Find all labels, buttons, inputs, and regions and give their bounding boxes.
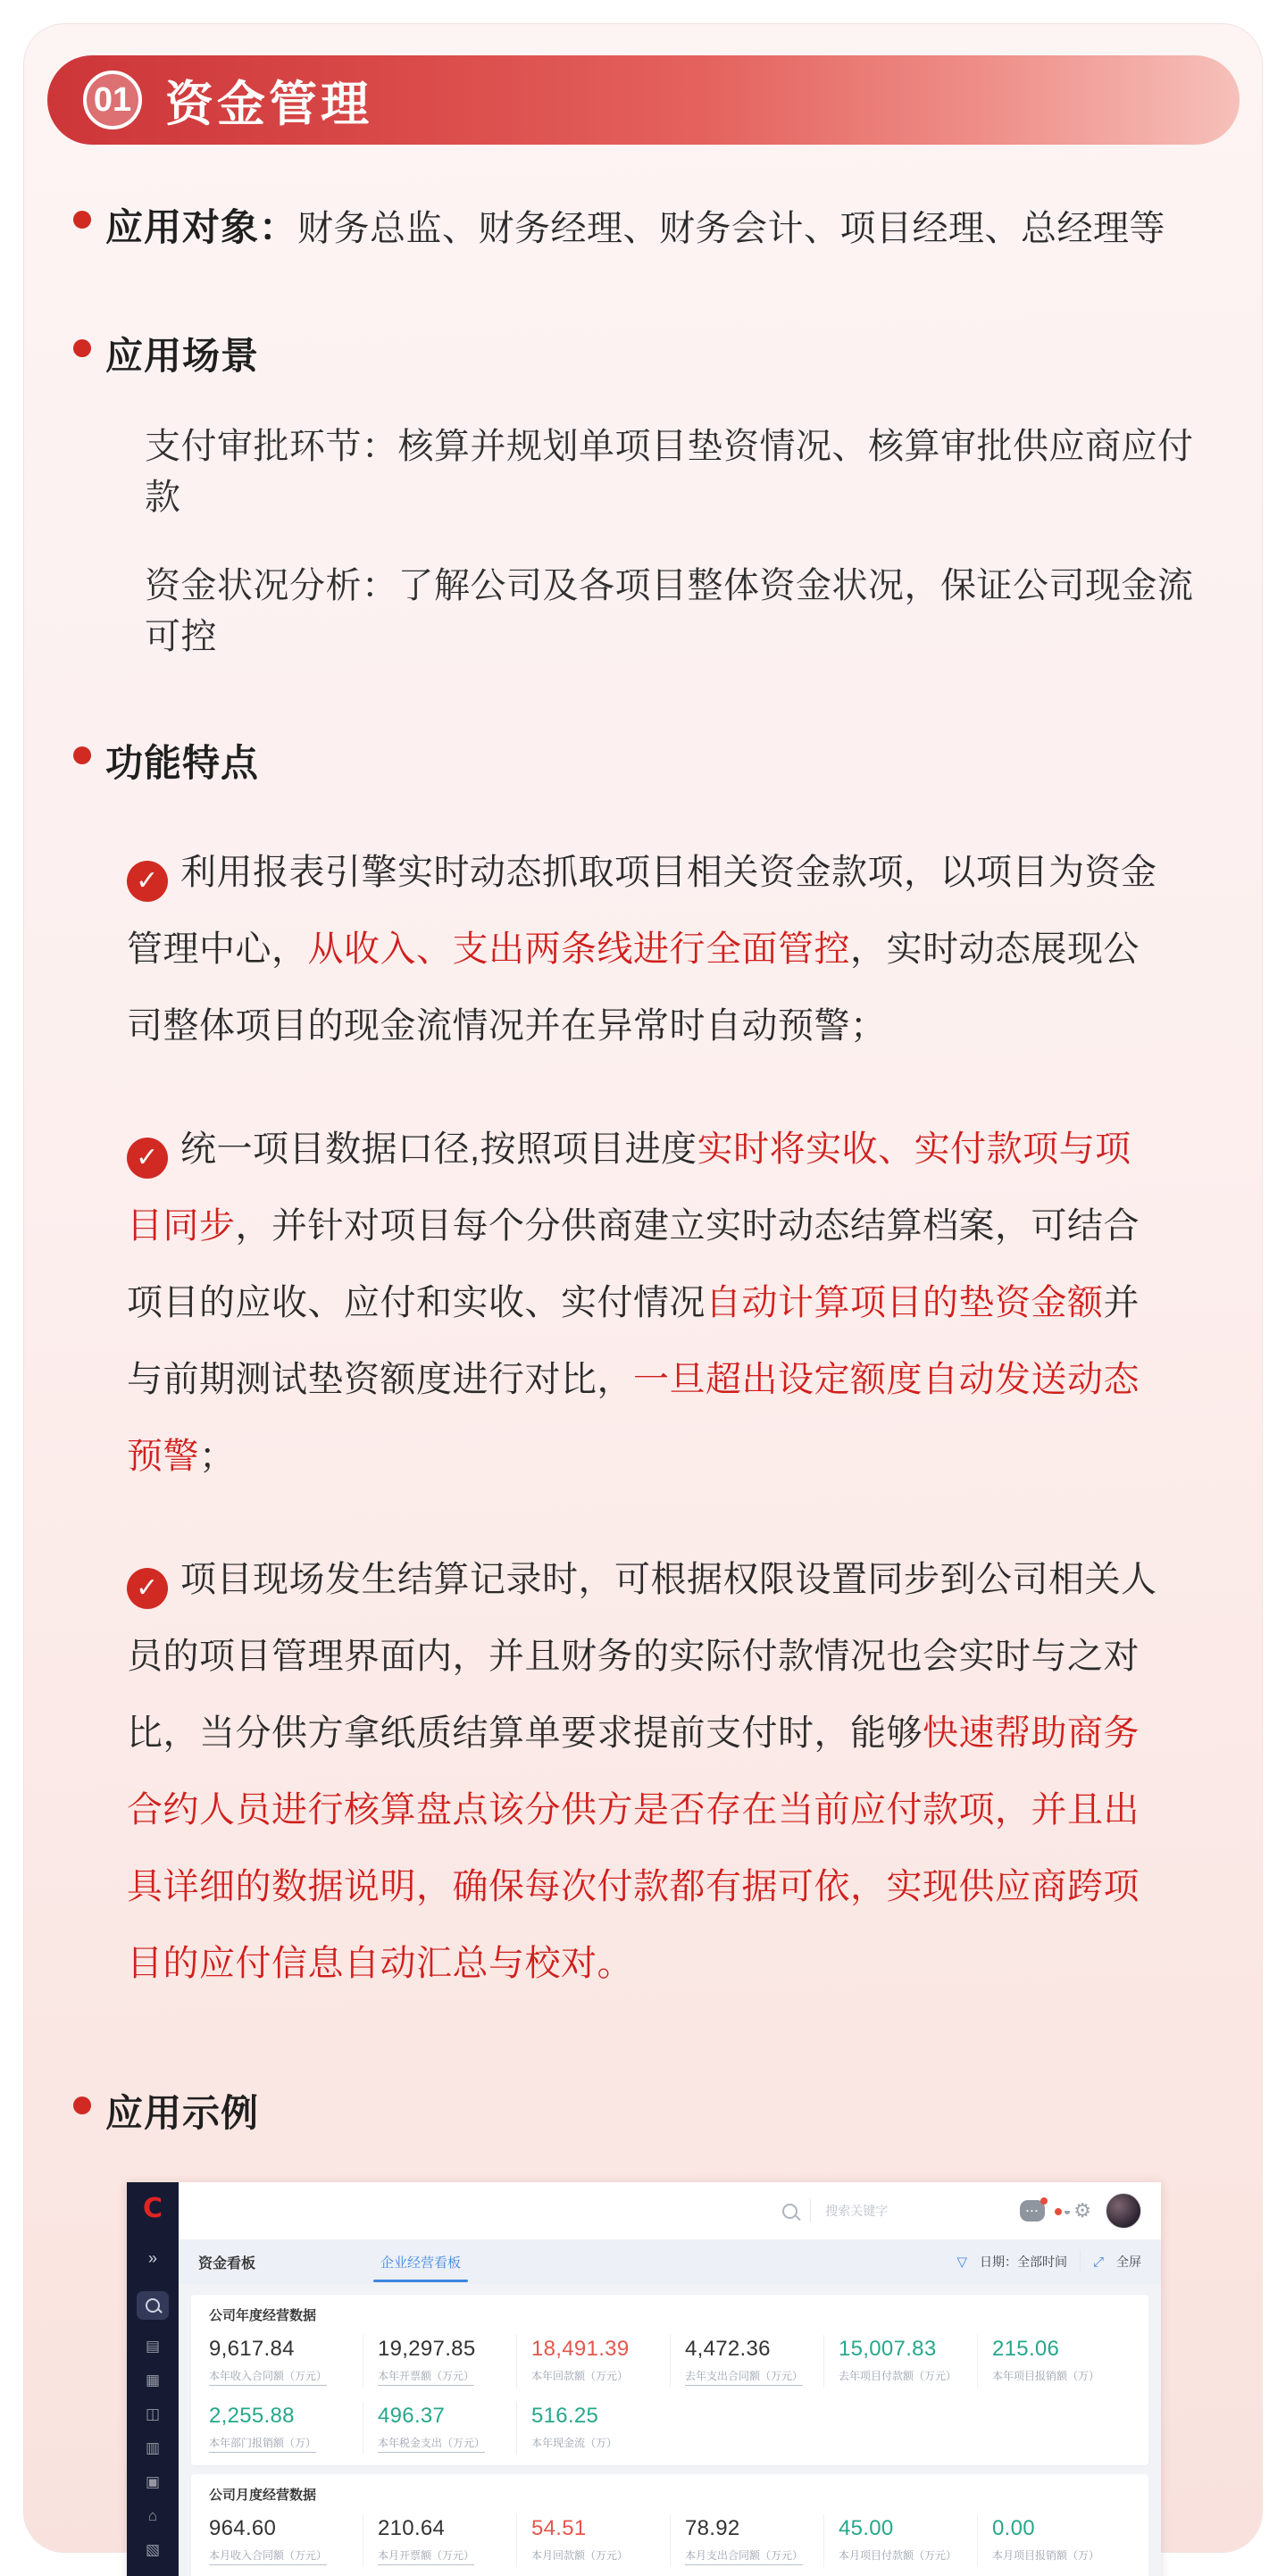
notification-badge <box>1055 2208 1062 2215</box>
fullscreen-button[interactable]: 全屏 <box>1116 2255 1141 2269</box>
stat <box>516 2514 670 2567</box>
divider <box>1080 2250 1081 2273</box>
fullscreen-icon: ⤢ <box>1092 2254 1104 2270</box>
board-toolbar <box>179 2239 1161 2284</box>
dashboard-screenshot <box>127 2182 1161 2576</box>
home-icon[interactable]: ⌂ <box>147 2507 158 2524</box>
stat-value: 0.00 <box>992 2516 1035 2540</box>
bullet-dot <box>73 746 91 764</box>
sidebar-nav-icons <box>146 2320 160 2576</box>
org-icon[interactable]: ▤ <box>145 2338 161 2355</box>
stat <box>516 2402 670 2455</box>
stat-value: 15,007.83 <box>839 2337 937 2361</box>
scenario-line: 支付审批环节：核算并规划单项目垫资情况、核算审批供应商应付款 <box>145 427 1194 517</box>
messages-button[interactable] <box>1020 2200 1045 2222</box>
monthly-data-card <box>191 2474 1148 2576</box>
date-filter[interactable]: 日期：全部时间 <box>979 2255 1067 2269</box>
approval-icon[interactable]: ▦ <box>145 2372 161 2388</box>
stat <box>823 2335 977 2388</box>
feature-text: 并与前期测试垫资额度进行对比， <box>127 1283 1140 1399</box>
stat <box>209 2514 363 2567</box>
feature-paragraph <box>127 1541 1167 2002</box>
stat <box>516 2335 670 2388</box>
feature-text: ，并针对项目每个分供商建立实时动态结算档案，可结合项目的应收、应付和实收、实付情况 <box>127 1206 1140 1322</box>
stat-label[interactable]: 本月开票额（万元） <box>378 2547 474 2565</box>
section-banner <box>47 55 1240 145</box>
stat-value: 964.60 <box>209 2516 277 2540</box>
stat-value: 4,472.36 <box>685 2337 771 2361</box>
stat-label[interactable]: 本年税金支出（万元） <box>378 2435 485 2453</box>
stat-value: 54.51 <box>531 2516 587 2540</box>
section-number-badge: 01 <box>83 71 142 129</box>
stat-value: 215.06 <box>992 2337 1060 2361</box>
stat <box>209 2402 363 2455</box>
monthly-stats-row1 <box>209 2514 1131 2567</box>
check-icon: ✓ <box>127 1568 168 1609</box>
example-section <box>105 2084 1227 2576</box>
example-heading: 应用示例 <box>105 2092 260 2134</box>
annual-data-card <box>191 2295 1148 2465</box>
app-logo: C <box>142 2193 163 2224</box>
stat-value: 18,491.39 <box>531 2337 630 2361</box>
dashboard-content <box>179 2284 1161 2576</box>
stat <box>823 2514 977 2567</box>
stat-value: 78.92 <box>685 2516 740 2540</box>
search-input[interactable] <box>823 2203 943 2219</box>
annual-stats-row2 <box>209 2402 1131 2455</box>
contacts-icon[interactable]: ◫ <box>145 2405 161 2422</box>
target-heading: 应用对象： <box>105 206 298 248</box>
target-section <box>105 198 1227 252</box>
target-text: 财务总监、财务经理、财务会计、项目经理、总经理等 <box>297 209 1166 248</box>
monthly-card-title: 公司月度经营数据 <box>209 2488 317 2503</box>
stat <box>363 2514 516 2567</box>
stat-label[interactable]: 去年支出合同额（万元） <box>685 2368 803 2386</box>
asset-icon[interactable]: ▧ <box>145 2541 161 2558</box>
bullet-dot <box>73 339 91 357</box>
annual-stats-row1 <box>209 2335 1131 2388</box>
stat-label[interactable]: 本年开票额（万元） <box>378 2368 474 2386</box>
stat-value: 496.37 <box>378 2404 446 2428</box>
stat-label: 本年项目报销额（万） <box>992 2370 1100 2382</box>
pink-card <box>23 23 1263 2562</box>
feature-text: 从收入、支出两条线进行全面管控 <box>307 930 850 969</box>
stat-value: 19,297.85 <box>378 2337 476 2361</box>
feature-text: 统一项目数据口径,按照项目进度 <box>180 1130 697 1169</box>
stat-label[interactable]: 本年部门报销额（万） <box>209 2435 316 2453</box>
stat-label: 本年现金流（万） <box>531 2437 618 2449</box>
feature-paragraph <box>127 834 1167 1064</box>
features-list <box>127 834 1167 2002</box>
feature-text: ； <box>199 1437 236 1476</box>
stat-label: 本月项目付款额（万元） <box>839 2549 957 2562</box>
notification-badge <box>1040 2197 1048 2205</box>
stat <box>209 2335 363 2388</box>
stat <box>363 2402 516 2455</box>
stat <box>363 2335 516 2388</box>
stat-label[interactable]: 本年收入合同额（万元） <box>209 2368 327 2386</box>
annual-card-title: 公司年度经营数据 <box>209 2308 317 2323</box>
tab-enterprise-board[interactable]: 企业经营看板 <box>380 2253 461 2282</box>
features-heading: 功能特点 <box>105 742 260 784</box>
stat-value: 2,255.88 <box>209 2404 295 2428</box>
page-title: 资金管理 <box>165 77 372 131</box>
stat-value: 210.64 <box>378 2516 446 2540</box>
report-icon[interactable]: ▥ <box>145 2439 161 2456</box>
feature-text: ，实时动态展现公司整体项目的现金流情况并在异常时自动预警； <box>127 930 1140 1046</box>
sidebar-collapse-icon[interactable]: » <box>147 2249 157 2267</box>
board-title: 资金看板 <box>198 2255 256 2272</box>
stat-label: 去年项目付款额（万元） <box>839 2370 957 2382</box>
feature-text: 实时将实收、实付款项与项目同步 <box>127 1130 1132 1246</box>
project-icon[interactable]: ▣ <box>145 2473 161 2490</box>
dashboard-sidebar <box>127 2182 179 2576</box>
feature-text: 项目现场发生结算记录时，可根据权限设置同步到公司相关人员的项目管理界面内，并且财务的实际付款情况也会实时与之对比，当分供方拿纸质结算单要求提前支付时，能够 <box>127 1560 1157 1753</box>
stat-value: 516.25 <box>531 2404 599 2428</box>
check-icon: ✓ <box>127 1138 168 1179</box>
stat-label: 本年回款额（万元） <box>531 2370 629 2382</box>
feature-text: 快速帮助商务合约人员进行核算盘点该分供方是否存在当前应付款项，并且出具详细的数据说明，确保每次付款都有据可依，实现供应商跨项目的应付信息自动汇总与校对。 <box>127 1713 1140 1983</box>
message-icon: ··· <box>1020 2200 1045 2222</box>
search-icon <box>782 2204 797 2219</box>
search-icon <box>146 2298 160 2313</box>
feature-paragraph <box>127 1111 1167 1495</box>
scenario-heading: 应用场景 <box>105 335 260 377</box>
stat <box>977 2514 1131 2567</box>
scenario-section <box>105 327 1227 659</box>
stat-label: 本月回款额（万元） <box>531 2549 629 2562</box>
dashboard-topbar <box>179 2182 1161 2239</box>
sidebar-search-item[interactable] <box>137 2291 169 2320</box>
user-avatar[interactable] <box>1106 2193 1141 2229</box>
stat-label[interactable]: 本月支出合同额（万元） <box>685 2547 803 2565</box>
stat-value: 9,617.84 <box>209 2337 295 2361</box>
bullet-dot <box>73 2097 91 2114</box>
dashboard-main <box>179 2182 1161 2576</box>
feature-text: 一旦超出设定额度自动发送动态预警 <box>127 1360 1140 1476</box>
stat-label: 本月项目报销额（万） <box>992 2549 1100 2562</box>
stat <box>670 2514 823 2567</box>
feature-text: 利用报表引擎实时动态抓取项目相关资金款项，以项目为资金管理中心， <box>127 853 1157 969</box>
scenario-line: 资金状况分析：了解公司及各项目整体资金状况，保证公司现金流可控 <box>145 566 1194 656</box>
check-icon: ✓ <box>127 861 168 902</box>
global-search[interactable] <box>782 2199 943 2222</box>
stat <box>977 2335 1131 2388</box>
divider <box>810 2199 811 2222</box>
bullet-dot <box>73 211 91 229</box>
feature-text: 自动计算项目的垫资金额 <box>706 1283 1104 1322</box>
filter-icon: ▽ <box>956 2255 967 2270</box>
features-section <box>105 734 1227 2002</box>
stat-value: 45.00 <box>839 2516 894 2540</box>
gear-icon[interactable]: ⚙ <box>1073 2199 1091 2222</box>
stat <box>670 2335 823 2388</box>
stat-label[interactable]: 本月收入合同额（万元） <box>209 2547 327 2565</box>
